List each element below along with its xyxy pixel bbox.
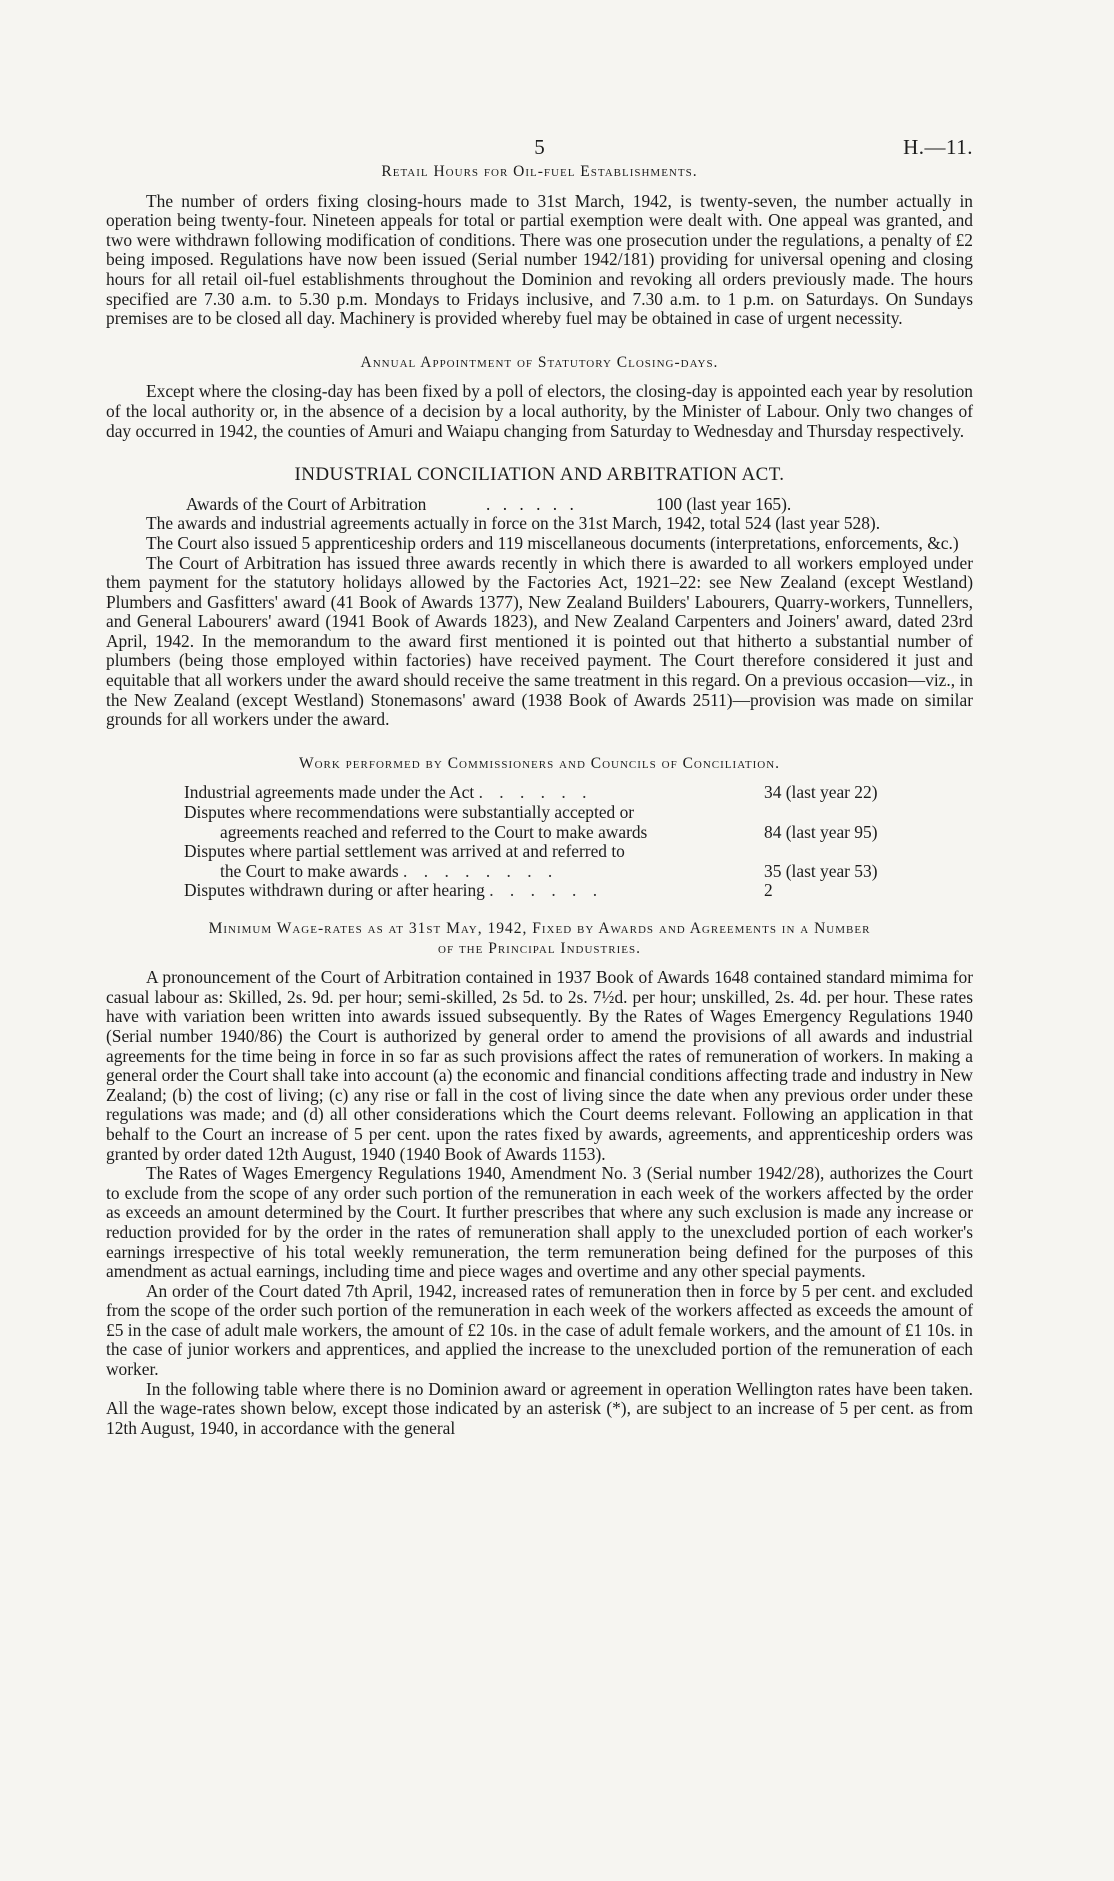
min-wage-heading-line-1: Minimum Wage-rates as at 31st May, 1942, Fixed by Awards and Agreements in a Number xyxy=(208,920,871,937)
page-header xyxy=(106,0,973,162)
work-row-text: Disputes where partial settlement was arrived at and referred to xyxy=(184,841,625,862)
work-row-description xyxy=(184,842,764,881)
awards-summary-line xyxy=(106,495,973,515)
work-row-text: Industrial agreements made under the Act xyxy=(184,782,475,803)
work-row-value: 84 (last year 95) xyxy=(764,821,878,842)
work-row xyxy=(184,881,894,901)
work-row xyxy=(184,783,894,803)
work-row-value: 2 xyxy=(764,880,773,901)
min-wage-paragraph-3: An order of the Court dated 7th April, 1942, increased rates of remuneration then in force by 5 per cent. and excluded from the scope of the order such portion of the remuneration in each week of the workers affected as exceeds the amount of £5 in the case of adult male workers, the amount of £2 10s. in the case of adult female workers, and the amount of £1 10s. in the case of junior workers and apprentices, and applied the increase to the unexcluded portion of the remuneration of each worker. xyxy=(106,1280,973,1380)
work-row-dots: . . . . . . xyxy=(478,782,593,803)
work-row-text: Disputes where recommendations were substantially accepted or xyxy=(184,802,635,823)
work-row-dots: . . . . . . xyxy=(489,880,604,901)
awards-label: Awards of the Court of Arbitration xyxy=(186,493,427,514)
min-wage-paragraph-2: The Rates of Wages Emergency Regulations 1940, Amendment No. 3 (Serial number 1942/28), authorizes the Court to exclude from the scope of any order such portion of the remuneration in each week of the workers affected by the order as exceeds an amount determined by the Court. It further prescribes that where any such exclusion is made any increase or reduction provided for by the order in the rates of remuneration shall apply to the unexcluded portion of each worker's earnings irrespective of his total weekly remuneration, the term remuneration being defined for the purposes of this amendment as actual earnings, including time and piece wages and overtime and any other special payments. xyxy=(106,1163,973,1282)
min-wage-heading-line-2: of the Principal Industries. xyxy=(438,939,641,957)
work-row-text-continued: agreements reached and referred to the Court to make awards xyxy=(220,821,648,842)
ica-paragraph-1: The awards and industrial agreements actually in force on the 31st March, 1942, total 524 (last year 528). xyxy=(146,513,881,534)
work-performed-table xyxy=(184,783,894,901)
work-row-text: Disputes withdrawn during or after hearing xyxy=(184,880,485,901)
work-row-description xyxy=(184,881,764,901)
ica-act-heading: INDUSTRIAL CONCILIATION AND ARBITRATION ACT. xyxy=(294,464,785,486)
work-row-description xyxy=(184,783,764,803)
work-performed-heading: Work performed by Commissioners and Councils of Conciliation. xyxy=(298,754,781,772)
closing-days-heading: Annual Appointment of Statutory Closing-days. xyxy=(360,353,719,371)
retail-hours-heading: Retail Hours for Oil-fuel Establishments. xyxy=(381,163,698,180)
work-row xyxy=(184,803,894,842)
page-content xyxy=(106,0,973,1438)
awards-value: 100 (last year 165). xyxy=(656,493,792,514)
work-row-value: 34 (last year 22) xyxy=(764,782,878,803)
closing-days-paragraph: Except where the closing-day has been fixed by a poll of electors, the closing-day is appointed each year by resolution of the local authority or, in the absence of a decision by a local authority, by the Minister of Labour. Only two changes of day occurred in 1942, the counties of Amuri and Waiapu changing from Saturday to Wednesday and Thursday respectively. xyxy=(106,381,973,441)
awards-leader-dots: . . . . . . xyxy=(486,493,578,514)
work-row-text-continued: the Court to make awards xyxy=(220,860,399,881)
retail-hours-paragraph: The number of orders fixing closing-hours made to 31st March, 1942, is twenty-seven, the number actually in operation being twenty-four. Nineteen appeals for total or partial exemption were dealt with. One appeal was granted, and two were withdrawn following modification of conditions. There was one prosecution under the regulations, a penalty of £2 being imposed. Regulations have now been issued (Serial number 1942/181) providing for universal opening and closing hours for all retail oil-fuel establishments throughout the Dominion and revoking all orders previously made. The hours specified are 7.30 a.m. to 5.30 p.m. Mondays to Fridays inclusive, and 7.30 a.m. to 1 p.m. on Saturdays. On Sundays premises are to be closed all day. Machinery is provided whereby fuel may be obtained in case of urgent necessity. xyxy=(106,190,973,329)
document-reference: H.—11. xyxy=(903,135,973,159)
min-wage-heading xyxy=(106,919,973,958)
page-number: 5 xyxy=(534,135,545,159)
work-row-dots: . . . . . . . . xyxy=(403,860,559,881)
work-row-value: 35 (last year 53) xyxy=(764,860,878,881)
work-row-description xyxy=(184,803,764,842)
ica-paragraph-2: The Court also issued 5 apprenticeship orders and 119 miscellaneous documents (interpretations, enforcements, &c.) xyxy=(146,532,959,553)
min-wage-paragraph-4: In the following table where there is no Dominion award or agreement in operation Wellington rates have been taken. All the wage-rates shown below, except those indicated by an asterisk (*), are subject to an increase of 5 per cent. as from 12th August, 1940, in accordance with the general xyxy=(106,1378,973,1438)
work-row xyxy=(184,842,894,881)
min-wage-paragraph-1: A pronouncement of the Court of Arbitration contained in 1937 Book of Awards 1648 contained standard mimima for casual labour as: Skilled, 2s. 9d. per hour; semi-skilled, 2s 5d. to 2s. 7½d. per hour; unskilled, 2s. 4d. per hour. These rates have with variation been written into awards issued subsequently. By the Rates of Wages Emergency Regulations 1940 (Serial number 1940/86) the Court is authorized by general order to amend the provisions of all awards and industrial agreements for the time being in force in so far as such provisions affect the rates of remuneration of workers. In making a general order the Court shall take into account (a) the economic and financial conditions affecting trade and industry in New Zealand; (b) the cost of living; (c) any rise or fall in the cost of living since the date when any previous order under these regulations was made; and (d) all other considerations which the Court deems relevant. Following an application in that behalf to the Court an increase of 5 per cent. upon the rates fixed by awards, agreements, and apprenticeship orders was granted by order dated 12th August, 1940 (1940 Book of Awards 1153). xyxy=(106,967,973,1164)
ica-paragraph-3: The Court of Arbitration has issued three awards recently in which there is awarded to all workers employed under them payment for the statutory holidays allowed by the Factories Act, 1921–22: see New Zealand (except Westland) Plumbers and Gasfitters' award (41 Book of Awards 1377), New Zealand Builders' Labourers, Quarry-workers, Tunnellers, and General Labourers' award (1941 Book of Awards 1823), and New Zealand Carpenters and Joiners' award, dated 23rd April, 1942. In the memorandum to the award first mentioned it is pointed out that hitherto a substantial number of plumbers (being those employed within factories) have received payment. The Court therefore considered it just and equitable that all workers under the award should receive the same treatment in this regard. On a previous occasion—viz., in the New Zealand (except Westland) Stonemasons' award (1938 Book of Awards 2511)—provision was made on similar grounds for all workers under the award. xyxy=(106,552,973,730)
